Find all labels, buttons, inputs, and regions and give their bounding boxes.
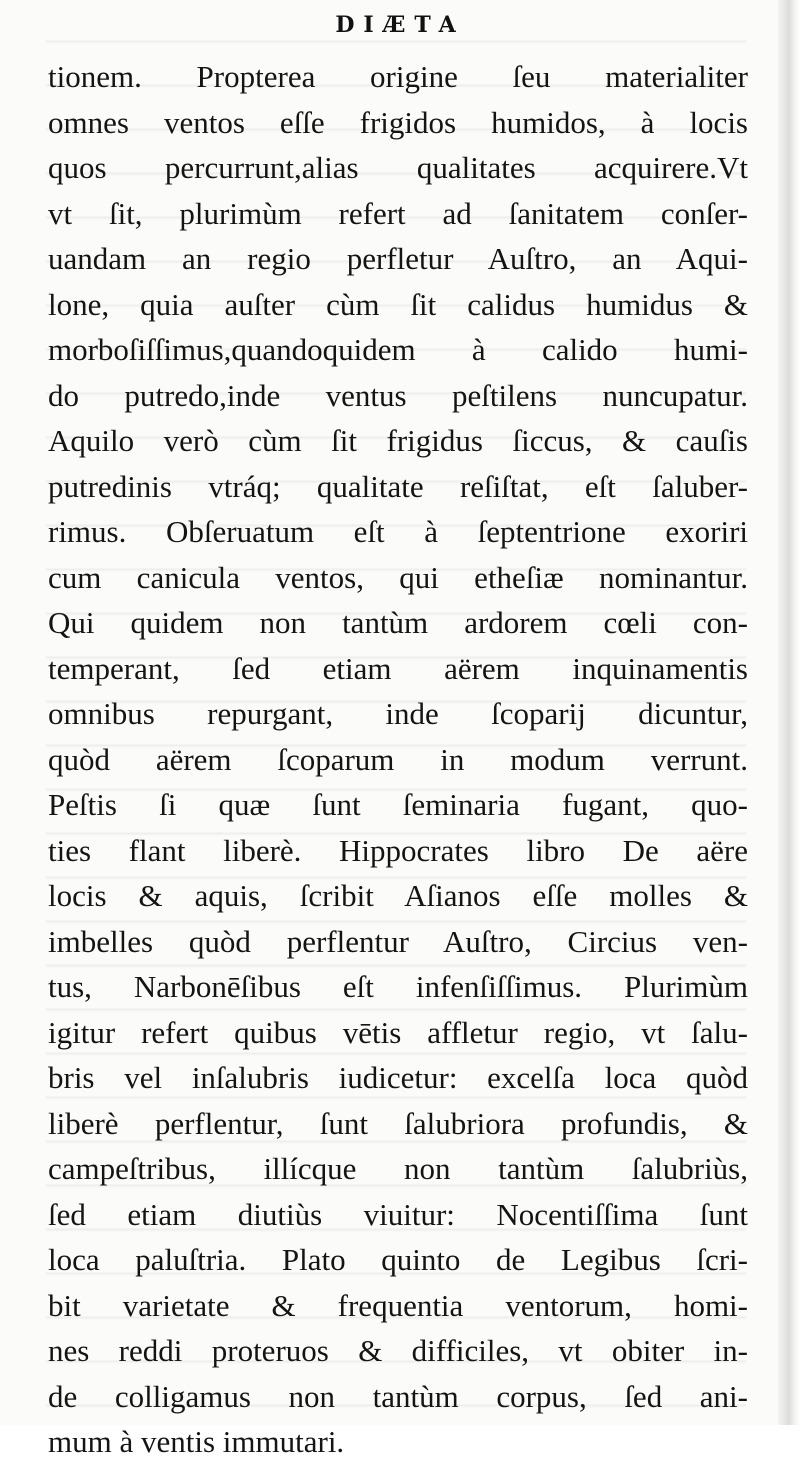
running-header: DIÆTA [335,12,465,38]
text-line: omnibus repurgant, inde ſcoparij dicuntur, [48,696,748,731]
text-line: omnes ventos eſſe frigidos humidos, à locis [48,104,748,140]
text-line: morboſiſſimus,quandoquidem à calido humi- [48,332,748,367]
text-line: Qui quidem non tantùm ardorem cœli con- [48,605,748,640]
text-line: imbelles quòd perflentur Auſtro, Circius ven- [48,923,748,959]
text-line: locis & aquis, ſcribit Aſianos eſſe molles & [48,878,748,913]
text-line: ſed etiam diutiùs viuitur: Nocentiſſima ſunt [48,1196,748,1232]
text-line: rimus. Obſeruatum eſt à ſeptentrione exoriri [48,514,748,549]
text-line: tionem. Propterea origine ſeu materialiter [48,59,748,94]
page-gutter-shadow [778,0,800,1425]
text-line: ties flant liberè. Hippocrates libro De aëre [48,832,748,868]
text-line: liberè perflentur, ſunt ſalubriora profundis, & [48,1105,748,1141]
text-line: do putredo,inde ventus peſtilens nuncupatur. [48,377,748,413]
text-line: vt ſit, plurimùm refert ad ſanitatem conſer- [48,195,748,231]
text-line: campeſtribus, illícque non tantùm ſalubriùs, [48,1151,748,1186]
text-line: de colligamus non tantùm corpus, ſed ani- [48,1378,748,1414]
text-line: loca paluſtria. Plato quinto de Legibus ſcri- [48,1242,748,1277]
text-line: quos percurrunt,alias qualitates acquirere.Vt [48,150,748,185]
text-line: quòd aërem ſcoparum in modum verrunt. [48,741,748,777]
text-line: nes reddi proteruos & difficiles, vt obiter in- [48,1333,748,1368]
text-line: cum canicula ventos, qui etheſiæ nominantur. [48,559,748,595]
body-text [48,54,748,1465]
text-line: mum à ventis immutari. [48,1424,345,1459]
text-line: bris vel inſalubris iudicetur: excelſa loca quòd [48,1060,748,1095]
text-line: igitur refert quibus vētis affletur regio, vt ſalu- [48,1014,748,1050]
text-line: tus, Narbonēſibus eſt infenſiſſimus. Plurimùm [48,969,748,1004]
text-line: Aquilo verò cùm ſit frigidus ſiccus, & cauſis [48,423,748,458]
text-line: Peſtis ſi quæ ſunt ſeminaria fugant, quo- [48,787,748,822]
text-line: putredinis vtráq; qualitate reſiſtat, eſt ſaluber- [48,468,748,504]
text-line: bit varietate & frequentia ventorum, homi- [48,1287,748,1323]
text-line: uandam an regio perfletur Auſtro, an Aqui- [48,241,748,276]
text-line: temperant, ſed etiam aërem inquinamentis [48,650,748,686]
text-line: lone, quia auſter cùm ſit calidus humidus & [48,286,748,322]
